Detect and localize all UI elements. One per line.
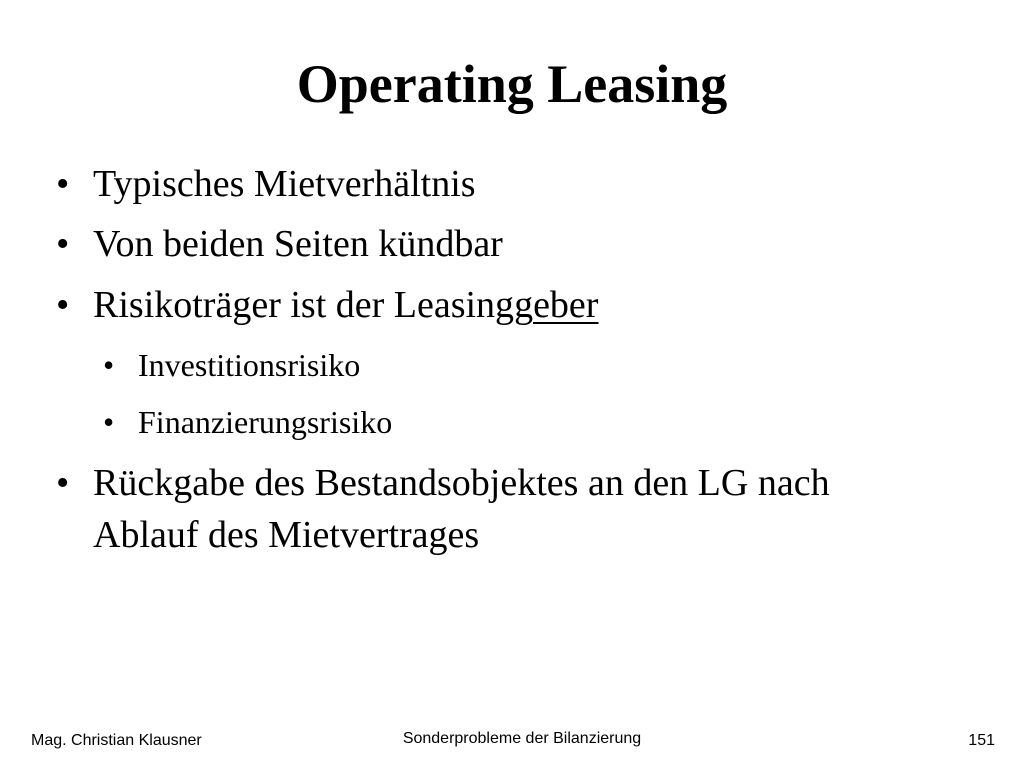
footer-topic: Sonderprobleme der Bilanzierung — [402, 730, 642, 747]
bullet-text-line-1: Rückgabe des Bestandsobjektes an den LG nach — [93, 462, 830, 504]
bullet-icon: • — [56, 284, 70, 326]
bullet-text: Von beiden Seiten kündbar — [93, 223, 503, 265]
bullet-text-line-2: Ablauf des Mietvertrages — [93, 514, 480, 556]
footer-author: Mag. Christian Klausner — [31, 732, 202, 749]
bullet-text: Typisches Mietverhältnis — [93, 163, 476, 205]
footer-page-number: 151 — [968, 732, 995, 749]
slide-title: Operating Leasing — [296, 54, 728, 114]
sub-bullet-text: Finanzierungsrisiko — [138, 404, 393, 440]
bullet-icon: • — [103, 347, 115, 383]
bullet-text — [93, 284, 598, 327]
bullet-icon: • — [56, 223, 70, 265]
bullet-icon: • — [56, 462, 70, 504]
bullet-text-prefix: Risikoträger ist der Leasing — [93, 284, 515, 326]
bullet-icon: • — [56, 163, 70, 205]
bullet-text-underlined: geber — [514, 284, 599, 326]
bullet-icon: • — [103, 404, 115, 440]
sub-bullet-text: Investitionsrisiko — [138, 347, 361, 383]
